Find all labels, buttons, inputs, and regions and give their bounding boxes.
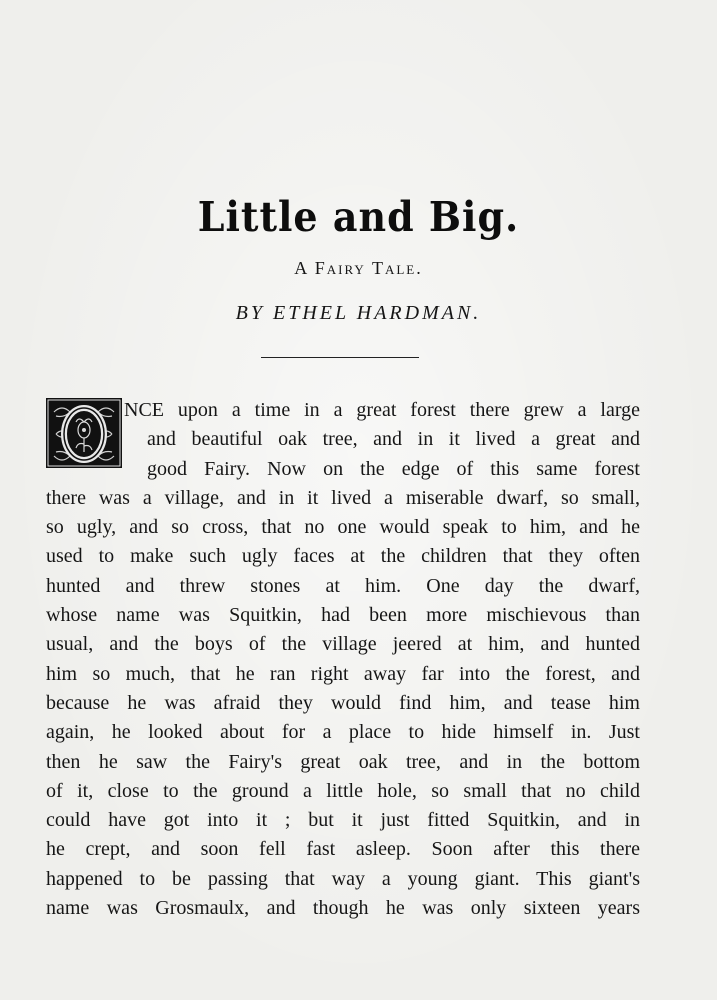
story-subtitle: A Fairy Tale. [294, 258, 423, 278]
story-line: because he was afraid they would find him, and tease him [46, 691, 640, 714]
story-body [46, 396, 640, 923]
story-line: hunted and threw stones at him. One day the dwarf, [46, 574, 640, 597]
title-rule-divider [261, 357, 419, 358]
story-line: happened to be passing that way a young giant. This giant's [46, 867, 640, 890]
story-line: usual, and the boys of the village jeered at him, and hunted [46, 633, 640, 656]
story-line: so ugly, and so cross, that no one would speak to him, and he [46, 516, 640, 539]
story-line: and beautiful oak tree, and in it lived a great and [147, 428, 640, 451]
story-line: he crept, and soon fell fast asleep. Soon after this there [46, 838, 640, 861]
story-line: whose name was Squitkin, had been more mischievous than [46, 604, 640, 627]
story-line: NCE upon a time in a great forest there grew a large [124, 399, 640, 421]
story-line: then he saw the Fairy's great oak tree, and in the bottom [46, 750, 640, 773]
story-title: Little and Big. [197, 192, 520, 241]
story-line: there was a village, and in it lived a miserable dwarf, so small, [46, 486, 640, 509]
story-line: could have got into it ; but it just fitted Squitkin, and in [46, 809, 640, 832]
story-line: name was Grosmaulx, and though he was only sixteen years [46, 897, 640, 920]
story-byline: BY ETHEL HARDMAN. [235, 302, 482, 324]
story-line: used to make such ugly faces at the children that they often [46, 545, 640, 568]
story-line: good Fairy. Now on the edge of this same forest [147, 457, 640, 480]
story-line: again, he looked about for a place to hide himself in. Just [46, 721, 640, 744]
story-line: of it, close to the ground a little hole, so small that no child [46, 779, 640, 802]
story-line: him so much, that he ran right away far into the forest, and [46, 662, 640, 685]
